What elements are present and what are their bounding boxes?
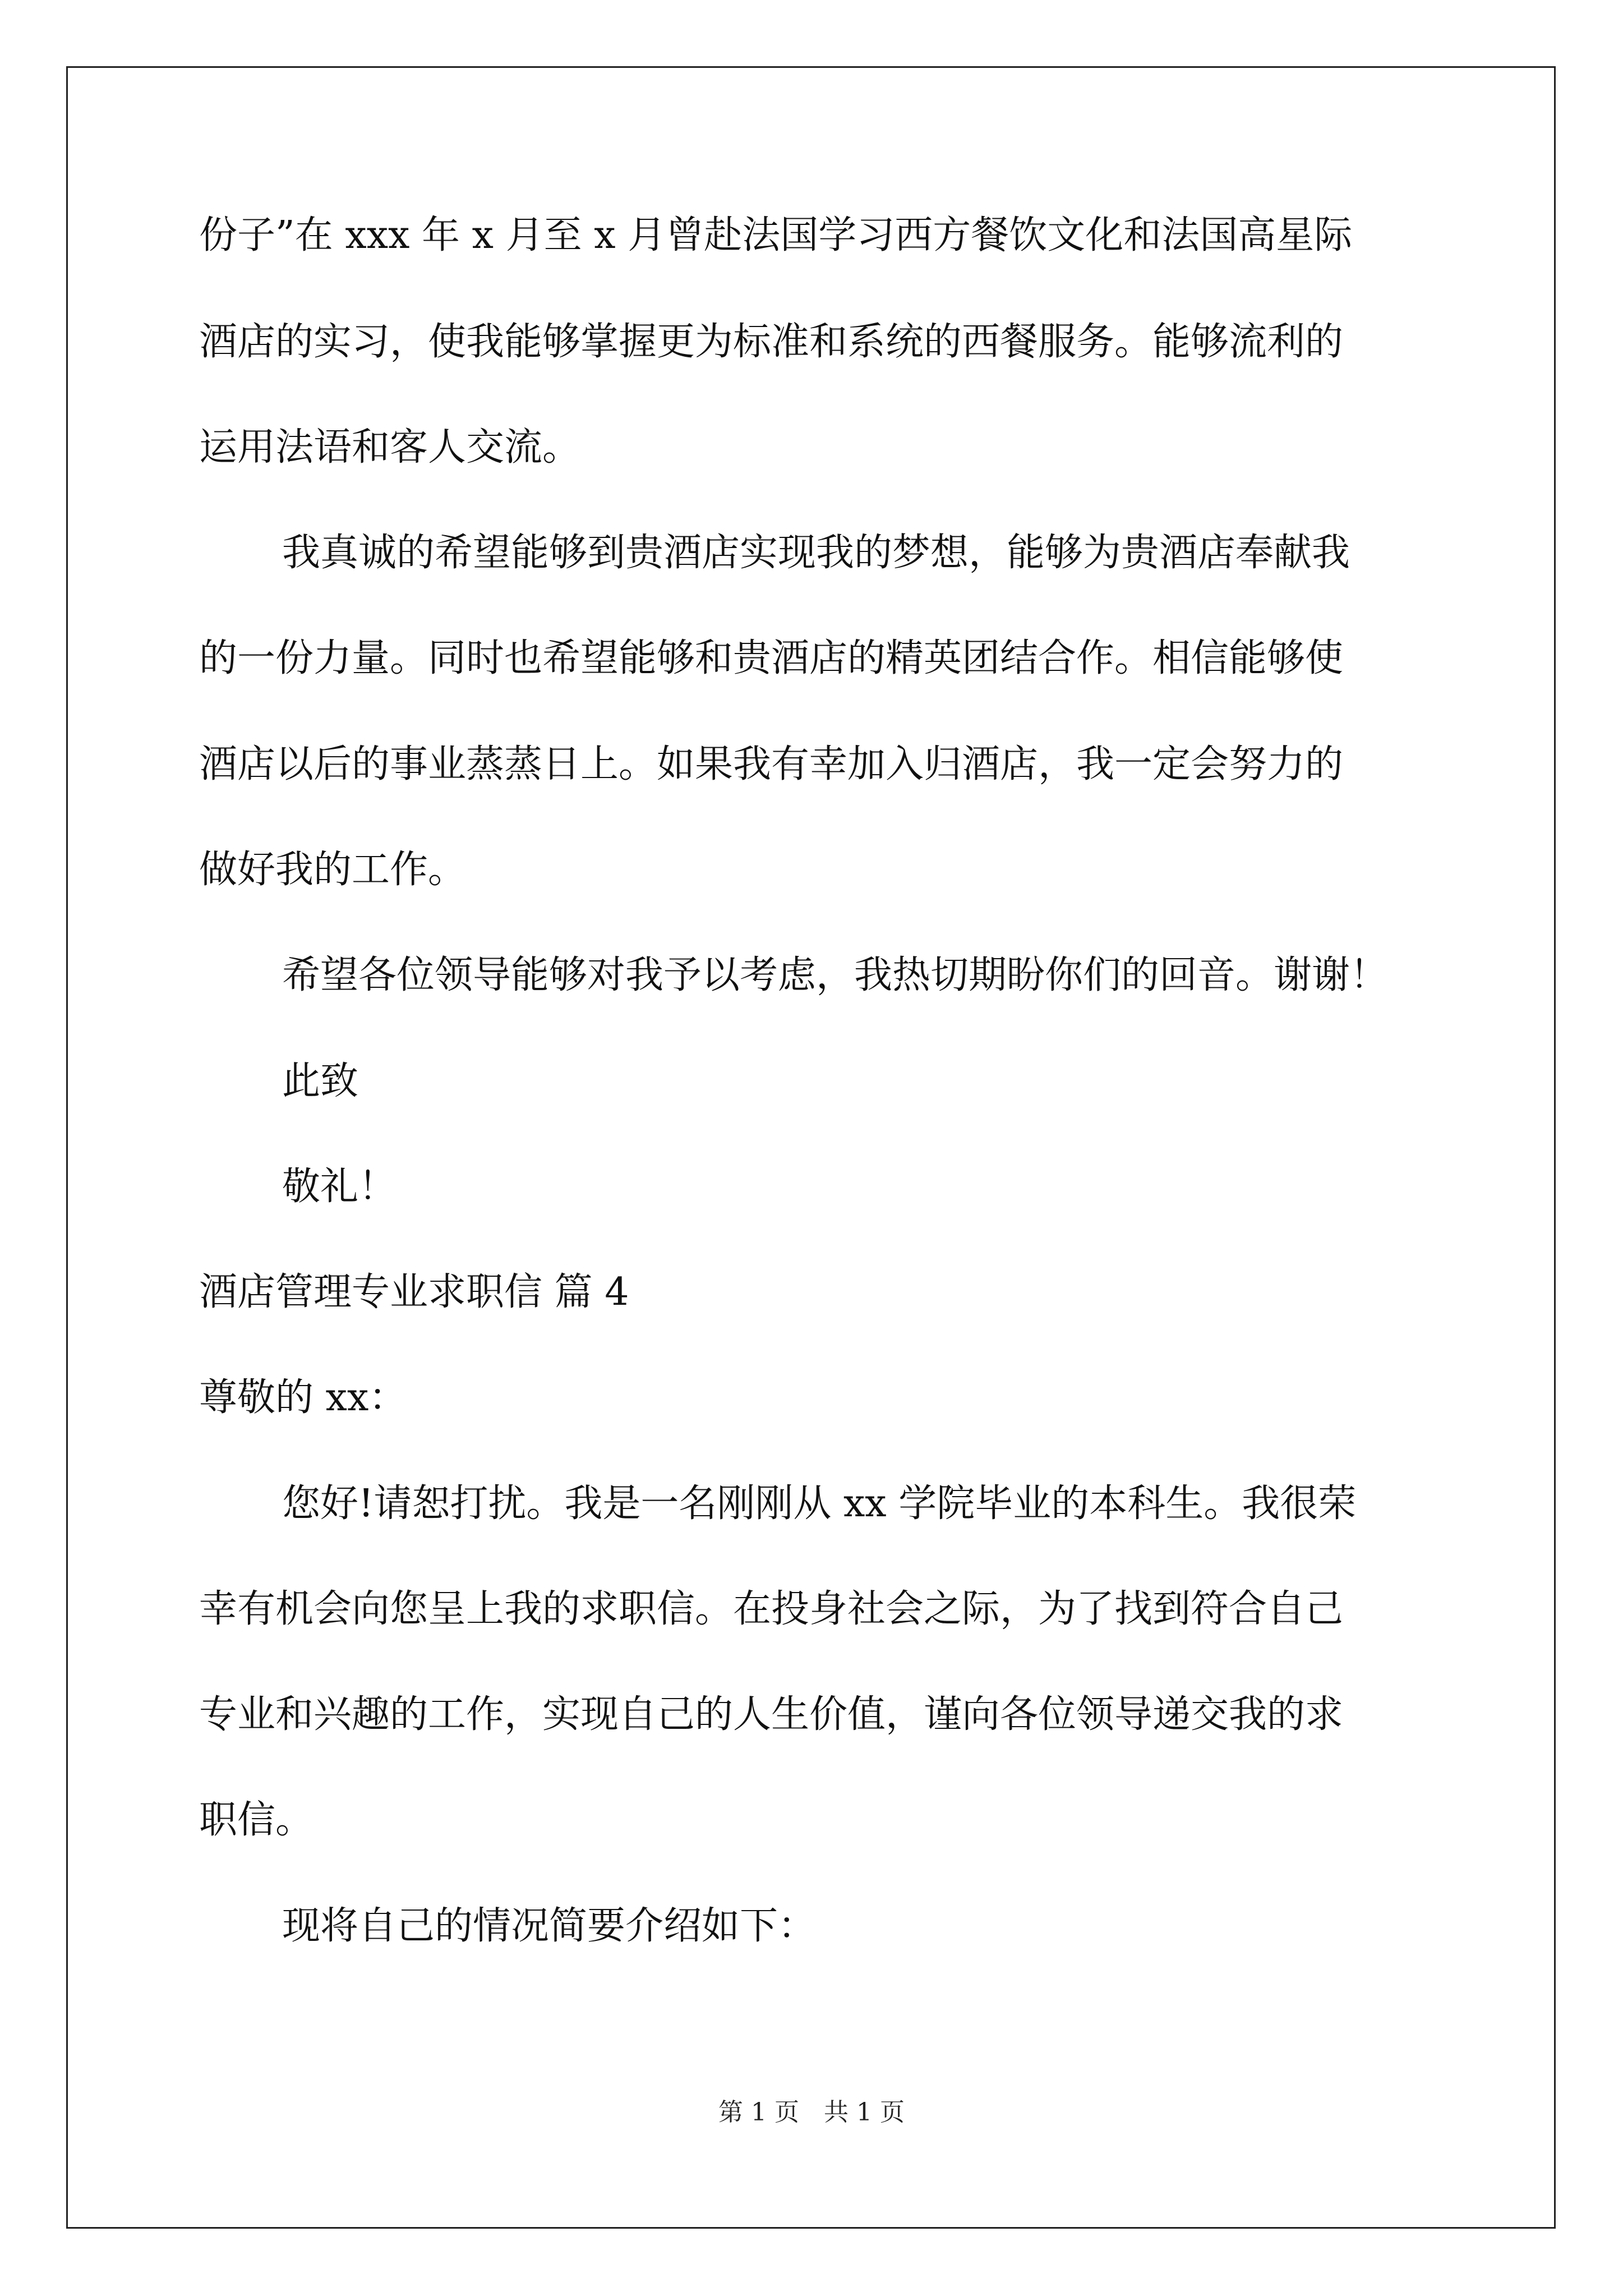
- section-heading: 酒店管理专业求职信 篇 4: [199, 1270, 629, 1314]
- text-line: 酒店以后的事业蒸蒸日上。如果我有幸加入归酒店，我一定会努力的: [199, 742, 1344, 786]
- closing-salutation: 此致: [282, 1059, 359, 1103]
- paragraph-start: 我真诚的希望能够到贵酒店实现我的梦想，能够为贵酒店奉献我: [282, 531, 1350, 575]
- text-line: 专业和兴趣的工作，实现自己的人生价值，谨向各位领导递交我的求: [199, 1692, 1344, 1737]
- closing-regards: 敬礼！: [282, 1165, 397, 1209]
- text-line: 幸有机会向您呈上我的求职信。在投身社会之际，为了找到符合自己: [199, 1587, 1344, 1631]
- text-line: 职信。: [199, 1798, 314, 1842]
- text-line: 做好我的工作。: [199, 848, 467, 892]
- paragraph-start: 您好!请恕打扰。我是一名刚刚从 xx 学院毕业的本科生。我很荣: [282, 1481, 1357, 1526]
- paragraph-start: 现将自己的情况简要介绍如下：: [282, 1904, 817, 1948]
- paragraph-start: 希望各位领导能够对我予以考虑，我热切期盼你们的回音。谢谢！: [282, 953, 1389, 997]
- page-number: 第 1 页 共 1 页: [718, 2098, 905, 2127]
- text-line: 运用法语和客人交流。: [199, 425, 581, 470]
- text-line: 份子”在 xxx 年 x 月至 x 月曾赴法国学习西方餐饮文化和法国高星际: [199, 213, 1353, 257]
- greeting: 尊敬的 xx：: [199, 1375, 407, 1420]
- text-line: 的一份力量。同时也希望能够和贵酒店的精英团结合作。相信能够使: [199, 636, 1344, 680]
- text-line: 酒店的实习，使我能够掌握更为标准和系统的西餐服务。能够流利的: [199, 320, 1344, 364]
